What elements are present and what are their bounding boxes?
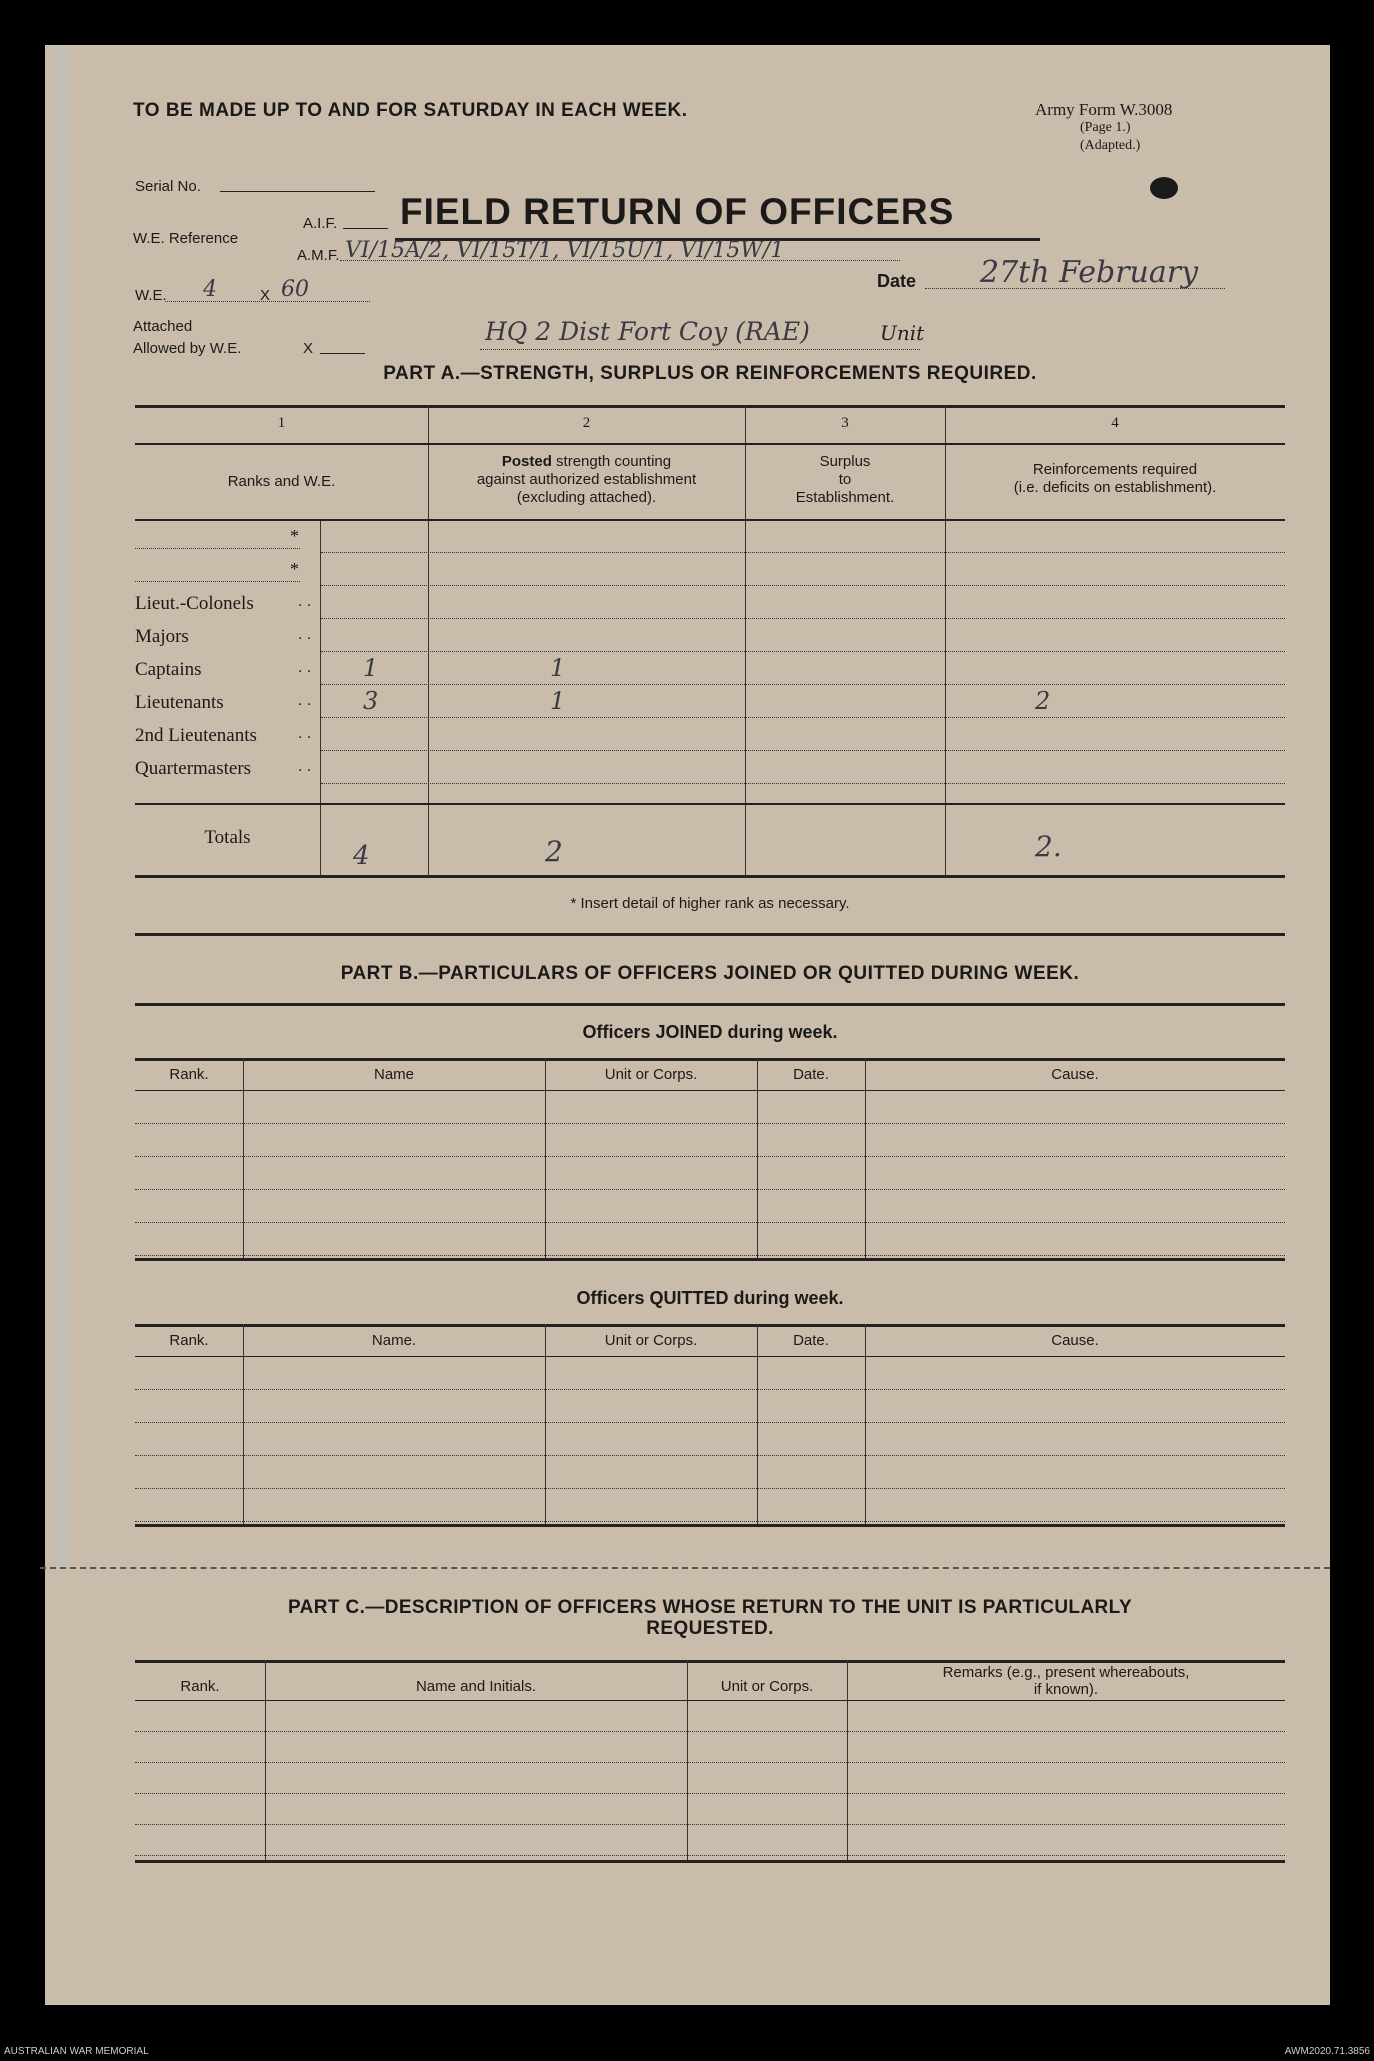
row-rule — [321, 552, 1285, 553]
col4-header-line1: Reinforcements required — [1032, 461, 1198, 478]
quitted-col-divider — [865, 1324, 866, 1524]
part-a-title: PART A.—STRENGTH, SURPLUS OR REINFORCEMENTS REQUIRED. — [383, 363, 1037, 384]
leader-dots: . . — [298, 659, 312, 676]
totals-posted: 2 — [545, 835, 563, 868]
quitted-row-rule — [135, 1389, 1285, 1390]
we-value-a: 4 — [203, 277, 217, 302]
quitted-row-rule — [135, 1422, 1285, 1423]
joined-header-rule — [135, 1090, 1285, 1091]
quitted-row-rule — [135, 1521, 1285, 1522]
quitted-header: Rank. — [169, 1332, 209, 1349]
col3-header-line3: Establishment. — [795, 489, 895, 506]
joined-row-rule — [135, 1123, 1285, 1124]
quitted-row-rule — [135, 1455, 1285, 1456]
joined-header: Name — [373, 1066, 414, 1083]
part-b-top-rule — [135, 933, 1285, 936]
joined-header: Cause. — [1051, 1066, 1099, 1083]
form-paper — [45, 45, 1330, 2005]
leader-dots: . . — [298, 626, 312, 643]
part-c-header-rule — [135, 1700, 1285, 1701]
part-c-bottom-rule — [135, 1860, 1285, 1863]
form-name: Army Form W.3008 — [1035, 100, 1173, 119]
col-number-rule — [135, 443, 1285, 445]
part-c-row-rule — [135, 1793, 1285, 1794]
row-rule — [321, 717, 1285, 718]
row-rule — [321, 750, 1285, 751]
part-c-header: Name and Initials. — [415, 1678, 537, 1695]
totals-label: Totals — [204, 827, 251, 848]
amf-label: A.M.F. — [297, 247, 340, 264]
allowed-x: X — [303, 340, 314, 357]
rank-label: Majors — [135, 626, 189, 647]
we-line — [165, 301, 370, 302]
leader-dots: . . — [298, 692, 312, 709]
part-c-row-rule — [135, 1855, 1285, 1856]
quitted-col-divider — [243, 1324, 244, 1524]
row-we: 1 — [363, 654, 379, 682]
footer-right: AWM2020.71.3856 — [1284, 2046, 1370, 2057]
rank-label: Quartermasters — [135, 758, 252, 779]
part-a-bottom-rule — [135, 875, 1285, 878]
leader-dots: . . — [298, 725, 312, 742]
col3-header — [745, 453, 945, 507]
attached-label: Attached — [133, 318, 193, 335]
top-instruction: TO BE MADE UP TO AND FOR SATURDAY IN EACH WEEK. — [133, 100, 688, 121]
col2-header-line3: (excluding attached). — [516, 489, 657, 506]
amf-value: VI/15A/2, VI/15T/1, VI/15U/1, VI/15W/1 — [345, 238, 785, 263]
footer-left: AUSTRALIAN WAR MEMORIAL — [4, 2046, 149, 2057]
col4-header-line2: (i.e. deficits on establishment). — [1013, 479, 1217, 496]
part-c-header: Unit or Corps. — [720, 1678, 814, 1695]
part-a-footnote: * Insert detail of higher rank as necessary. — [570, 895, 850, 912]
quitted-top-rule — [135, 1324, 1285, 1327]
part-a-top-rule — [135, 405, 1285, 408]
quitted-header: Cause. — [1051, 1332, 1099, 1349]
joined-row-rule — [135, 1189, 1285, 1190]
header-bottom-rule — [135, 519, 1285, 521]
we-value-b: 60 — [281, 277, 309, 302]
joined-row-rule — [135, 1222, 1285, 1223]
punch-hole — [1150, 177, 1178, 199]
row-rule — [321, 783, 1285, 784]
quitted-row-rule — [135, 1488, 1285, 1489]
rank-label: 2nd Lieutenants — [135, 725, 257, 746]
rank-label: Lieut.-Colonels — [135, 593, 254, 614]
part-c-row-rule — [135, 1824, 1285, 1825]
joined-col-divider — [243, 1058, 244, 1258]
joined-row-rule — [135, 1255, 1285, 1256]
part-c-remarks-header — [847, 1664, 1285, 1698]
joined-row-rule — [135, 1156, 1285, 1157]
form-page: (Page 1.) — [1080, 120, 1131, 135]
col-number-4: 4 — [1111, 415, 1119, 431]
col2-header-rest: strength counting — [551, 453, 672, 470]
col-number-1: 1 — [277, 415, 286, 431]
part-c-title-line2: REQUESTED. — [646, 1618, 774, 1639]
joined-bottom-rule — [135, 1258, 1285, 1261]
quitted-bottom-rule — [135, 1524, 1285, 1527]
part-c-row-rule — [135, 1762, 1285, 1763]
rank-star: * — [290, 526, 299, 546]
quitted-header: Name. — [371, 1332, 417, 1349]
row-rule — [321, 618, 1285, 619]
remarks-line1: Remarks (e.g., present whereabouts, — [942, 1664, 1190, 1681]
part-b-title-rule — [135, 1003, 1285, 1006]
blank-rank-line — [135, 548, 300, 549]
row-reinf: 2 — [1035, 687, 1051, 715]
row-rule — [321, 585, 1285, 586]
row-rule — [321, 684, 1285, 685]
row-posted: 1 — [550, 654, 566, 682]
we-reference-label: W.E. Reference — [133, 230, 239, 247]
quitted-col-divider — [545, 1324, 546, 1524]
row-we: 3 — [363, 687, 379, 715]
allowed-label: Allowed by W.E. — [133, 340, 242, 357]
quitted-header: Unit or Corps. — [604, 1332, 698, 1349]
leader-dots: . . — [298, 758, 312, 775]
quitted-header: Date. — [793, 1332, 829, 1349]
joined-col-divider — [757, 1058, 758, 1258]
aif-label: A.I.F. — [303, 215, 338, 232]
perforation-line — [40, 1567, 1330, 1569]
unit-value: HQ 2 Dist Fort Coy (RAE) — [485, 317, 810, 346]
leader-dots: . . — [298, 593, 312, 610]
remarks-line2: if known). — [1033, 1681, 1099, 1698]
joined-header: Rank. — [169, 1066, 209, 1083]
rank-label: Captains — [135, 659, 202, 680]
col1-header: Ranks and W.E. — [227, 473, 336, 490]
we-label: W.E. — [135, 287, 167, 304]
we-x: X — [260, 287, 271, 304]
allowed-line — [320, 353, 365, 354]
part-c-top-rule — [135, 1660, 1285, 1663]
form-title: FIELD RETURN OF OFFICERS — [400, 191, 955, 232]
blank-rank-line — [135, 581, 300, 582]
date-line — [925, 288, 1225, 289]
joined-top-rule — [135, 1058, 1285, 1061]
serial-line — [220, 191, 375, 192]
joined-title: Officers JOINED during week. — [582, 1022, 838, 1042]
we-sub-divider — [320, 520, 321, 875]
totals-top-rule — [135, 803, 1285, 805]
col-number-3: 3 — [841, 415, 849, 431]
col4-header — [945, 461, 1285, 497]
quitted-col-divider — [757, 1324, 758, 1524]
quitted-title: Officers QUITTED during week. — [576, 1288, 844, 1308]
rank-label: Lieutenants — [135, 692, 224, 713]
date-value: 27th February — [980, 255, 1199, 290]
amf-line — [340, 260, 900, 261]
part-b-title: PART B.—PARTICULARS OF OFFICERS JOINED OR QUITTED DURING WEEK. — [340, 963, 1080, 984]
col-number-2: 2 — [582, 415, 591, 431]
col3-header-line1: Surplus — [819, 453, 871, 470]
joined-header: Date. — [793, 1066, 829, 1083]
joined-col-divider — [545, 1058, 546, 1258]
unit-line — [480, 349, 920, 350]
col2-header-line2: against authorized establishment — [476, 471, 697, 488]
part-c-row-rule — [135, 1731, 1285, 1732]
col2-header — [428, 453, 745, 507]
aif-line — [343, 228, 388, 229]
quitted-header-rule — [135, 1356, 1285, 1357]
row-rule — [321, 651, 1285, 652]
unit-label: Unit — [880, 321, 925, 345]
part-c-header: Rank. — [180, 1678, 220, 1695]
part-c-title-line1: PART C.—DESCRIPTION OF OFFICERS WHOSE RETURN TO THE UNIT IS PARTICULARLY — [287, 1597, 1133, 1618]
form-note: (Adapted.) — [1080, 138, 1141, 153]
col2-header-bold: Posted — [501, 453, 552, 470]
serial-label: Serial No. — [135, 178, 201, 195]
date-label: Date — [877, 271, 917, 291]
col3-header-line2: to — [838, 471, 852, 488]
row-posted: 1 — [550, 687, 566, 715]
joined-header: Unit or Corps. — [604, 1066, 698, 1083]
totals-reinf: 2. — [1035, 830, 1062, 863]
rank-star: * — [290, 559, 299, 579]
totals-we: 4 — [353, 841, 370, 871]
part-c-title — [135, 1597, 1285, 1639]
joined-col-divider — [865, 1058, 866, 1258]
